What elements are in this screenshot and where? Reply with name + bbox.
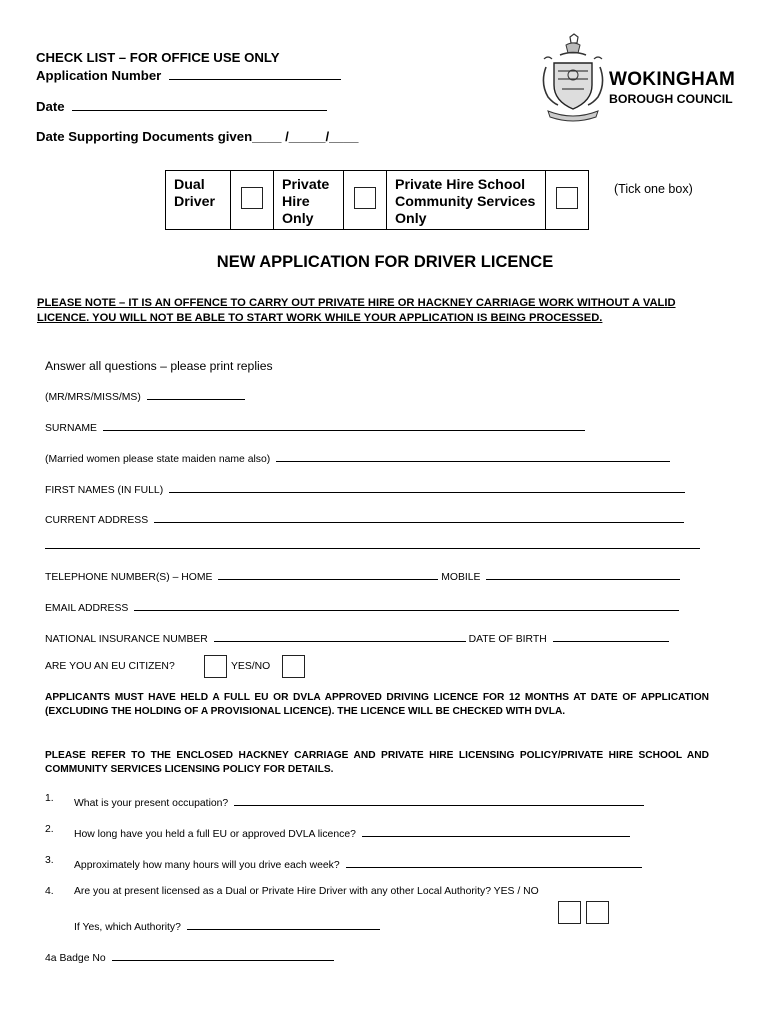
question-2-text: How long have you held a full EU or approved DVLA licence? — [74, 829, 356, 840]
supporting-docs-date[interactable]: Date Supporting Documents given____ /_____/____ — [36, 129, 359, 144]
application-number-label: Application Number — [36, 68, 162, 83]
question-4-number: 4. — [45, 886, 54, 897]
mobile-field[interactable] — [486, 567, 680, 580]
instructions: Answer all questions – please print replies — [45, 359, 273, 373]
question-3-number: 3. — [45, 855, 54, 866]
badge-no-field[interactable] — [112, 948, 334, 961]
telephone-label: TELEPHONE NUMBER(S) – HOME — [45, 572, 213, 583]
eu-no-checkbox[interactable] — [282, 655, 305, 678]
surname-field[interactable] — [103, 418, 585, 431]
private-hire-checkbox[interactable] — [354, 187, 376, 209]
question-1 — [74, 793, 644, 809]
maiden-name-row — [45, 449, 670, 465]
school-services-checkbox[interactable] — [556, 187, 578, 209]
address-field-line2[interactable] — [45, 536, 700, 549]
option-dual-driver-label: Dual Driver — [166, 171, 231, 230]
hours-per-week-field[interactable] — [346, 855, 642, 868]
date-field[interactable] — [72, 98, 327, 111]
question-1-number: 1. — [45, 793, 54, 804]
badge-no-row — [45, 948, 334, 964]
maiden-name-label: (Married women please state maiden name also) — [45, 454, 271, 465]
home-phone-field[interactable] — [218, 567, 438, 580]
dob-label: DATE OF BIRTH — [468, 634, 547, 645]
email-label: EMAIL ADDRESS — [45, 603, 129, 614]
badge-no-label: 4a Badge No — [45, 953, 106, 964]
title-label: (MR/MRS/MISS/MS) — [45, 392, 141, 403]
offence-warning-part1: PLEASE NOTE – IT IS AN OFFENCE TO CARRY OUT PRIVATE HIRE OR HACKNEY CARRIAGE WORK — [37, 297, 575, 309]
title-row — [45, 387, 245, 403]
dual-driver-checkbox[interactable] — [241, 187, 263, 209]
question-4-text: Are you at present licensed as a Dual or Private Hire Driver with any other Local Authority? YES / NO — [74, 886, 539, 897]
question-3 — [74, 855, 642, 871]
eu-citizen-label: ARE YOU AN EU CITIZEN? — [45, 661, 175, 672]
occupation-field[interactable] — [234, 793, 644, 806]
first-names-label: FIRST NAMES (IN FULL) — [45, 485, 164, 496]
option-private-hire-label: Private Hire Only — [274, 171, 344, 230]
licence-duration-field[interactable] — [362, 824, 630, 837]
logo-name-line1: WOKINGHAM — [609, 69, 736, 90]
address-field-line1[interactable] — [154, 510, 684, 523]
which-authority-row — [74, 917, 380, 933]
title-field[interactable] — [147, 387, 245, 400]
application-number-row — [36, 67, 341, 83]
date-row — [36, 98, 327, 114]
tick-one-box-note: (Tick one box) — [614, 182, 693, 196]
ni-dob-row — [45, 629, 669, 645]
surname-label: SURNAME — [45, 423, 97, 434]
dob-field[interactable] — [553, 629, 669, 642]
policy-reference-notice: PLEASE REFER TO THE ENCLOSED HACKNEY CARRIAGE AND PRIVATE HIRE LICENSING POLICY/PRIVATE HIRE SCHOOL AND COMMUNITY SERVICES LICENSING POLICY FOR DETAILS. — [45, 750, 709, 775]
ni-label: NATIONAL INSURANCE NUMBER — [45, 634, 208, 645]
telephone-row — [45, 567, 680, 583]
application-number-field[interactable] — [169, 67, 341, 80]
council-crest-icon — [540, 33, 606, 125]
licence-type-selector — [165, 170, 589, 230]
licence-requirement-notice: APPLICANTS MUST HAVE HELD A FULL EU OR DVLA APPROVED DRIVING LICENCE FOR 12 MONTHS AT DATE OF APPLICATION (EXCLUDING THE HOLDING OF A PROVISIONAL LICENCE). THE LICENCE WILL BE CHECKED WITH DVLA. — [45, 692, 709, 717]
question-1-text: What is your present occupation? — [74, 798, 229, 809]
first-names-field[interactable] — [169, 480, 685, 493]
logo-name-line2: BOROUGH COUNCIL — [609, 92, 733, 106]
question-2 — [74, 824, 630, 840]
first-names-row — [45, 480, 685, 496]
question-2-number: 2. — [45, 824, 54, 835]
offence-warning-part2: WITHOUT A VALID LICENCE. YOU WILL NOT BE ABLE TO START WORK WHILE YOUR APPLICATION IS BEING PROCESSED. — [37, 297, 676, 324]
option-school-services-cell — [546, 171, 589, 230]
ni-field[interactable] — [214, 629, 466, 642]
other-authority-no-checkbox[interactable] — [586, 901, 609, 924]
question-3-text: Approximately how many hours will you drive each week? — [74, 860, 340, 871]
mobile-label: MOBILE — [441, 572, 481, 583]
checklist-title: CHECK LIST – FOR OFFICE USE ONLY — [36, 50, 280, 65]
which-authority-label: If Yes, which Authority? — [74, 922, 181, 933]
maiden-name-field[interactable] — [276, 449, 670, 462]
other-authority-yes-checkbox[interactable] — [558, 901, 581, 924]
date-label: Date — [36, 99, 65, 114]
address-row — [45, 510, 684, 526]
offence-warning — [37, 296, 729, 326]
eu-yesno-label: YES/NO — [231, 661, 271, 672]
which-authority-field[interactable] — [187, 917, 380, 930]
option-dual-driver-cell — [231, 171, 274, 230]
page-title: NEW APPLICATION FOR DRIVER LICENCE — [216, 253, 554, 271]
option-school-services-label: Private Hire School Community Services Only — [387, 171, 546, 230]
address-label: CURRENT ADDRESS — [45, 515, 149, 526]
email-row — [45, 598, 679, 614]
eu-yes-checkbox[interactable] — [204, 655, 227, 678]
surname-row — [45, 418, 585, 434]
option-private-hire-cell — [344, 171, 387, 230]
email-field[interactable] — [134, 598, 679, 611]
